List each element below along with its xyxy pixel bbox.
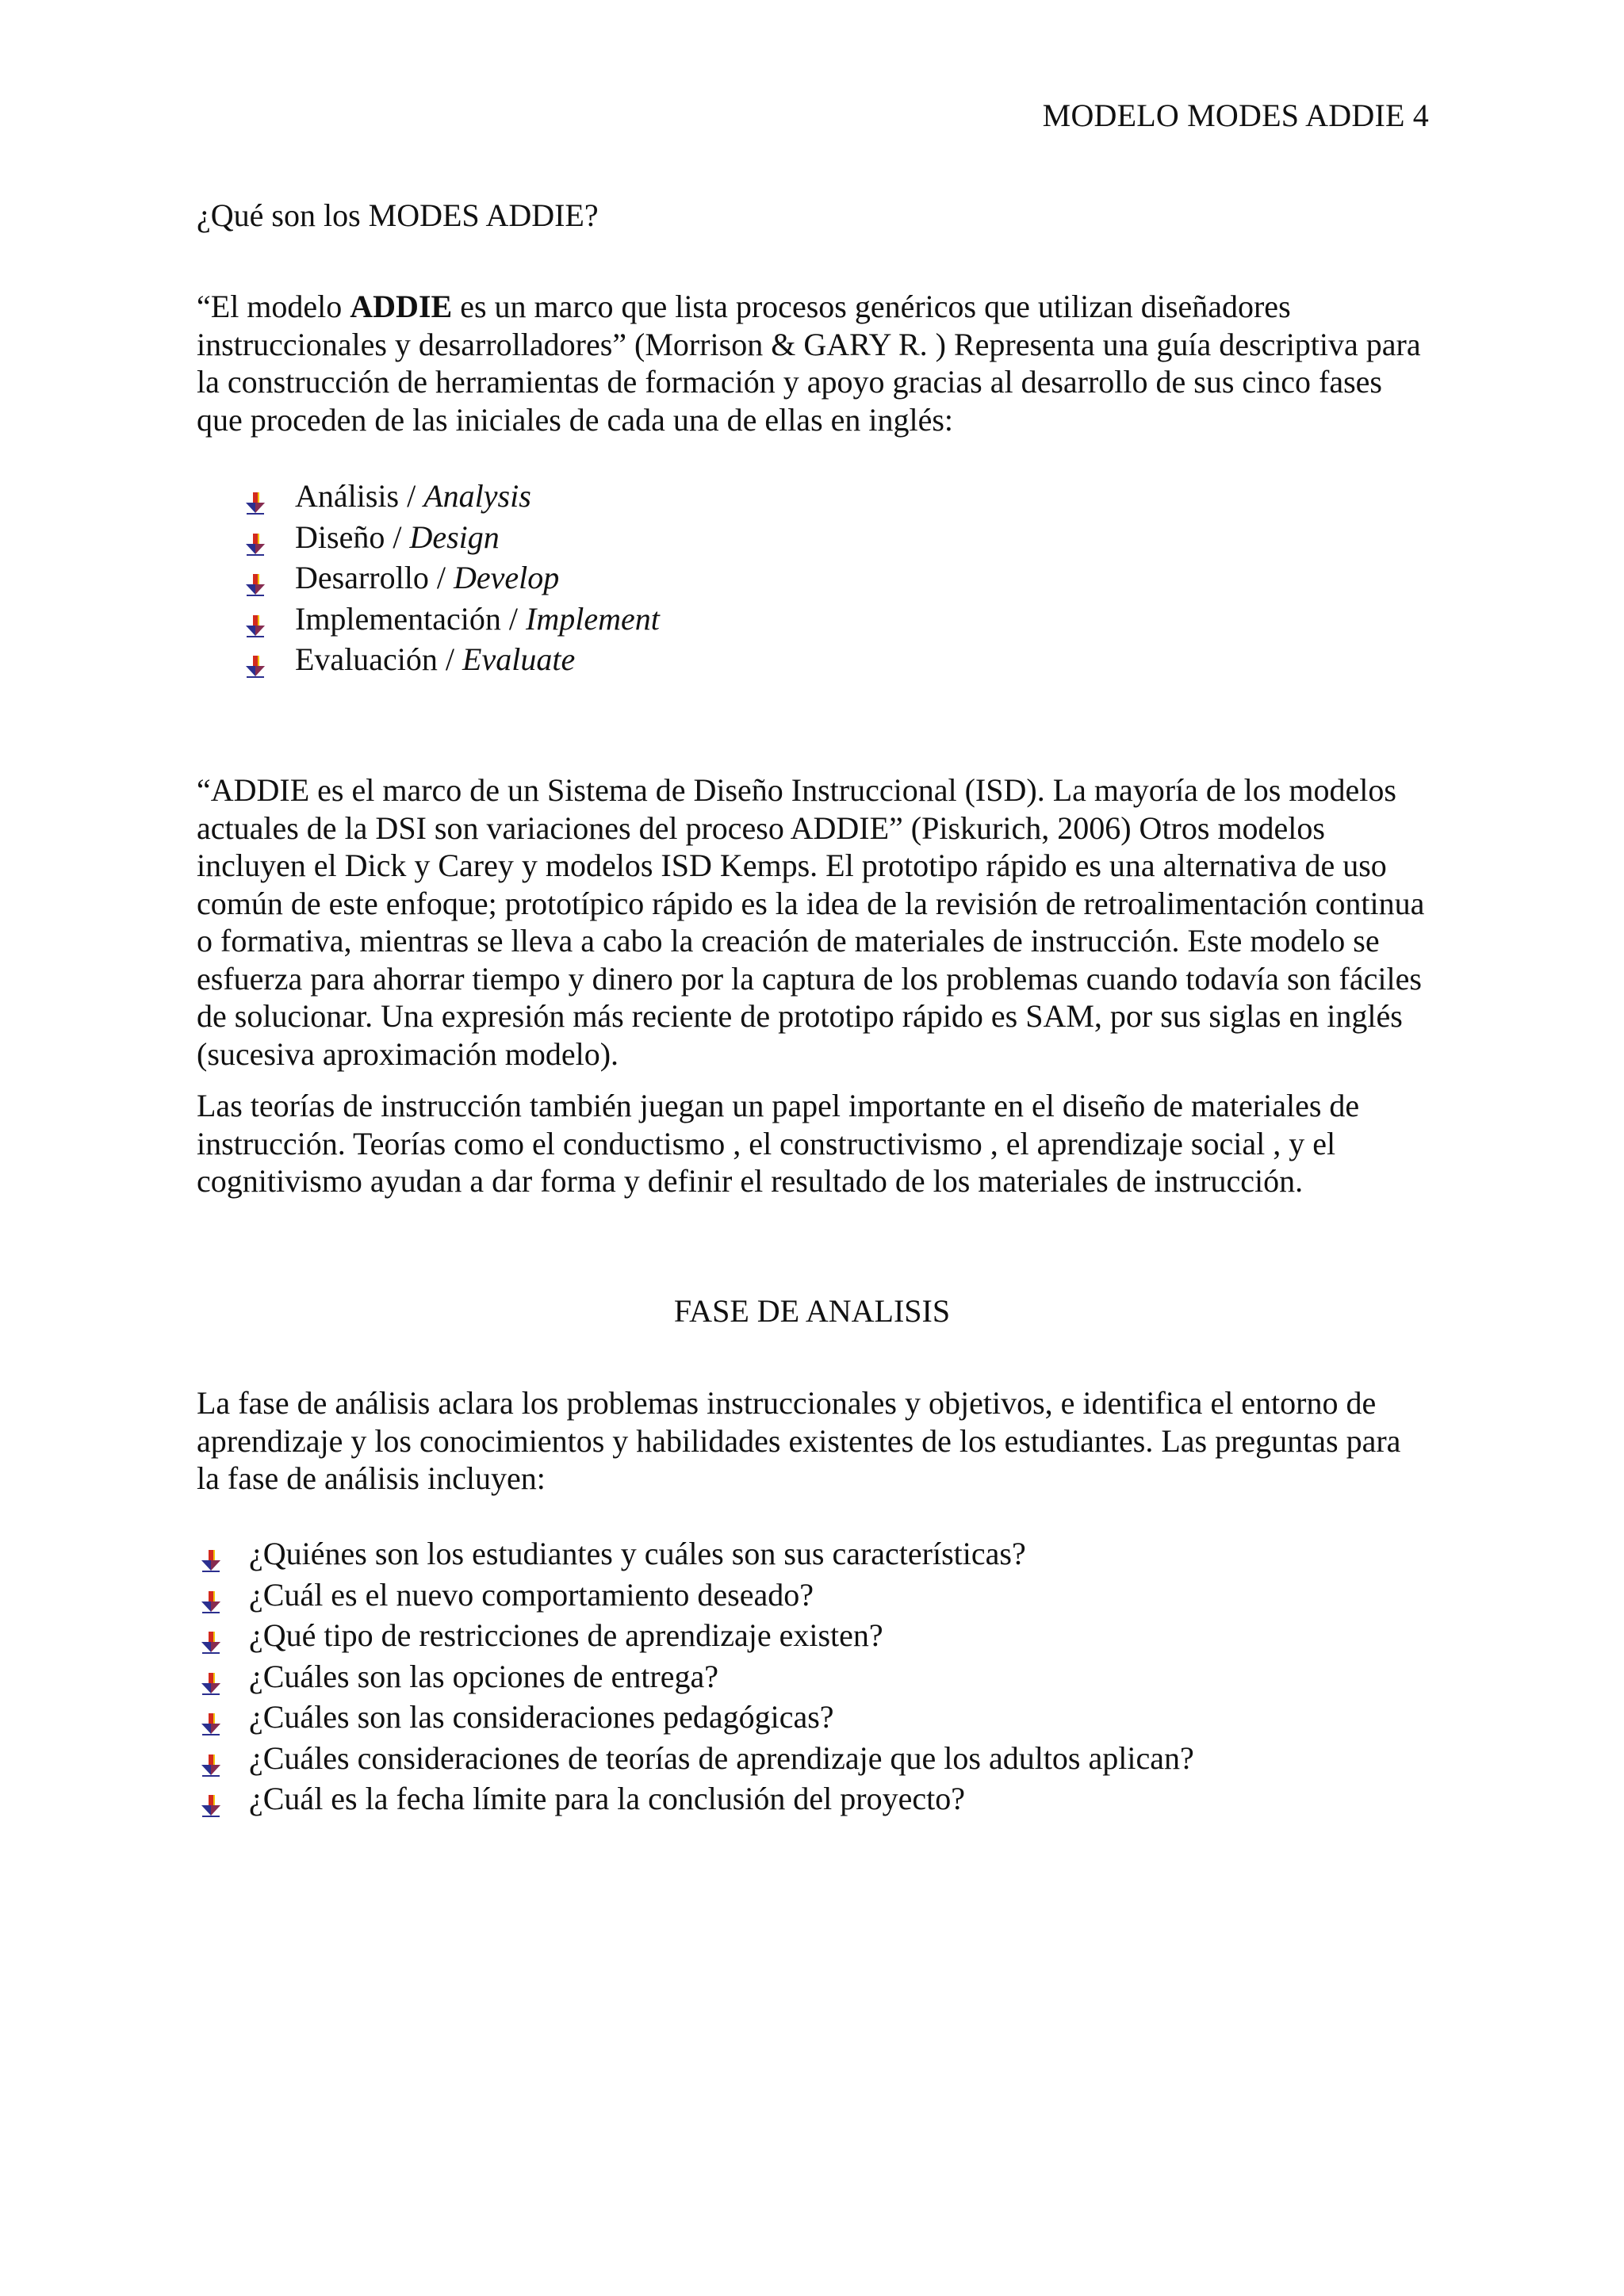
running-head: MODELO MODES ADDIE 4	[1042, 98, 1429, 133]
arrow-down-bullet-icon	[244, 526, 266, 549]
arrow-down-bullet-icon	[244, 648, 266, 672]
phase-en: Analysis	[423, 478, 531, 514]
phase-es: Implementación /	[295, 600, 527, 637]
paragraph-analysis	[197, 1384, 1431, 1498]
paragraph-intro-start: “El modelo	[197, 289, 350, 324]
list-item	[200, 1575, 1194, 1616]
paragraph-intro	[197, 288, 1431, 438]
list-item	[200, 1697, 1194, 1738]
list-item	[244, 599, 660, 640]
list-item	[244, 557, 660, 599]
phase-en: Implement	[526, 600, 660, 637]
question-text: ¿Cuáles consideraciones de teorías de aprendizaje que los adultos aplican?	[249, 1739, 1194, 1776]
list-item	[200, 1533, 1194, 1575]
paragraph-analysis-text: La fase de análisis aclara los problemas instruccionales y objetivos, e identifica el entorno de aprendizaje y los conocimientos y habilidades existentes de los estudiantes. Las preguntas para la fase de análisis incluyen:	[197, 1385, 1401, 1496]
arrow-down-bullet-icon	[200, 1747, 222, 1770]
arrow-down-bullet-icon	[244, 566, 266, 590]
arrow-down-bullet-icon	[200, 1624, 222, 1647]
question-text: ¿Cuál es la fecha límite para la conclusión del proyecto?	[249, 1781, 965, 1816]
arrow-down-bullet-icon	[200, 1705, 222, 1729]
question-text: ¿Qué tipo de restricciones de aprendizaje existen?	[249, 1617, 883, 1653]
question-text: ¿Cuáles son las opciones de entrega?	[249, 1658, 719, 1694]
phase-es: Evaluación /	[295, 641, 463, 677]
phase-en: Develop	[453, 560, 560, 595]
arrow-down-bullet-icon	[200, 1542, 222, 1566]
list-item	[244, 639, 660, 680]
arrow-down-bullet-icon	[200, 1787, 222, 1811]
phase-en: Design	[409, 519, 500, 555]
phases-list	[244, 476, 660, 680]
paragraph-theories	[197, 1087, 1431, 1200]
phase-es: Desarrollo /	[295, 560, 454, 595]
question-text: ¿Cuáles son las consideraciones pedagógicas?	[249, 1699, 834, 1735]
list-item	[200, 1656, 1194, 1697]
paragraph-isd	[197, 771, 1431, 1073]
analysis-questions-list	[200, 1533, 1194, 1820]
phase-es: Análisis /	[295, 478, 424, 514]
list-item	[200, 1615, 1194, 1656]
section-title: FASE DE ANALISIS	[673, 1293, 951, 1329]
arrow-down-bullet-icon	[244, 607, 266, 631]
phase-es: Diseño /	[295, 519, 410, 555]
addie-bold: ADDIE	[350, 289, 453, 324]
list-item	[244, 517, 660, 558]
paragraph-isd-text: “ADDIE es el marco de un Sistema de Diseño Instruccional (ISD). La mayoría de los modelos actuales de la DSI son variaciones del proceso ADDIE” (Piskurich, 2006) Otros modelos incluyen el Dick y Carey y modelos ISD Kemps. El prototipo rápido es una alternativa de uso común de este enfoque; prototípico rápido es la idea de la revisión de retroalimentación continua o formativa, mientras se lleva a cabo la creación de materiales de instrucción. Este modelo se esfuerza para ahorrar tiempo y dinero por la captura de los problemas cuando todavía son fáciles de solucionar. Una expresión más reciente de prototipo rápido es SAM, por sus siglas en inglés (sucesiva aproximación modelo).	[197, 772, 1425, 1072]
question-text: ¿Quiénes son los estudiantes y cuáles son sus características?	[249, 1536, 1026, 1571]
list-item	[200, 1778, 1194, 1820]
paragraph-theories-text: Las teorías de instrucción también juegan un papel importante en el diseño de materiales de instrucción. Teorías como el conductismo , el constructivismo , el aprendizaje social , y el cognitivismo ayudan a dar forma y definir el resultado de los materiales de instrucción.	[197, 1088, 1360, 1199]
list-item	[200, 1738, 1194, 1779]
arrow-down-bullet-icon	[244, 484, 266, 508]
arrow-down-bullet-icon	[200, 1665, 222, 1689]
section-question: ¿Qué son los MODES ADDIE?	[197, 197, 599, 233]
phase-en: Evaluate	[462, 641, 576, 677]
arrow-down-bullet-icon	[200, 1583, 222, 1607]
list-item	[244, 476, 660, 517]
paragraph-intro-rest: es un marco que lista procesos genéricos que utilizan diseñadores instruccionales y desarrolladores” (Morrison & GARY R. ) Representa una guía descriptiva para la construcción de herramientas de formación y apoyo gracias al desarrollo de sus cinco fases que proceden de las iniciales de cada una de ellas en inglés:	[197, 289, 1421, 438]
question-text: ¿Cuál es el nuevo comportamiento deseado?	[249, 1576, 814, 1613]
